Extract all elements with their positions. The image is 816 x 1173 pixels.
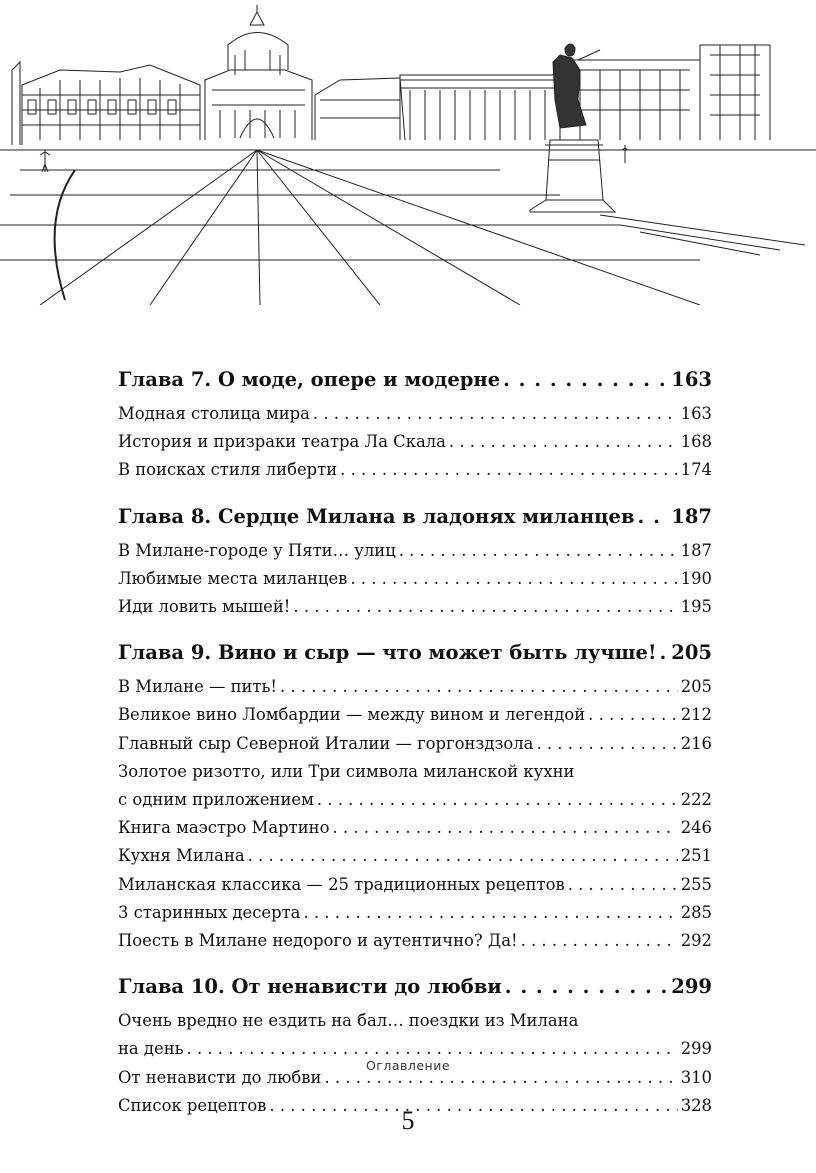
chapter-page: 205 (671, 641, 712, 665)
toc-entry[interactable] (118, 565, 712, 593)
entry-page: 163 (680, 404, 712, 423)
running-footer-label: Оглавление (365, 1058, 451, 1073)
entry-page: 205 (680, 677, 712, 697)
dot-leader (449, 428, 678, 456)
entry-page: 255 (680, 874, 712, 894)
entry-title: 3 старинных десерта (118, 902, 301, 922)
entry-page: 212 (680, 705, 712, 725)
entry-title: на день (118, 1039, 184, 1059)
entry-page: 328 (680, 1095, 712, 1115)
chapter-7-heading[interactable] (118, 366, 712, 394)
entry-title: Иди ловить мышей! (118, 597, 291, 617)
entry-title: с одним приложением (118, 790, 314, 810)
dot-leader (638, 503, 669, 531)
entry-title: В Милане — пить! (118, 677, 278, 697)
chapter-8-heading[interactable] (118, 503, 712, 531)
chapter-9-heading[interactable] (118, 639, 712, 667)
entry-title: Миланская классика — 25 традиционных рецептов (118, 874, 565, 894)
entry-title: В Милане-городе у Пяти… улиц (118, 540, 396, 560)
entry-title: Великое вино Ломбардии — между вином и легендой (118, 705, 586, 725)
entry-page: 299 (680, 1039, 712, 1059)
chapter-title: Глава 9. Вино и сыр — что может быть лучше! (118, 641, 657, 665)
chapter-page: 163 (671, 368, 712, 391)
entry-page: 190 (680, 568, 712, 588)
dot-leader (340, 456, 678, 484)
dot-leader (588, 701, 678, 729)
entry-title: Книга маэстро Мартино (118, 818, 330, 838)
dot-leader (303, 899, 677, 927)
dot-leader (248, 842, 678, 870)
chapter-10-heading[interactable] (118, 973, 712, 1001)
toc-entry[interactable] (118, 593, 712, 621)
toc-entry[interactable] (118, 537, 712, 565)
toc-entry[interactable] (118, 428, 712, 456)
entry-title: В поисках стиля либерти (118, 460, 338, 480)
entry-page: 246 (680, 818, 712, 838)
table-of-contents (118, 366, 712, 1120)
toc-entry[interactable] (118, 400, 712, 428)
entry-title: Модная столица мира (118, 404, 310, 423)
toc-entry[interactable] (118, 927, 712, 955)
entry-page: 251 (680, 846, 712, 866)
entry-page: 216 (680, 733, 712, 753)
entry-title: История и призраки театра Ла Скала (118, 432, 446, 452)
chapter-page: 187 (671, 504, 712, 528)
chapter-page: 299 (671, 975, 712, 999)
dot-leader (350, 565, 677, 593)
entry-title-line1: Очень вредно не ездить на бал… поездки из Милана (118, 1011, 579, 1031)
dot-leader (568, 871, 678, 899)
dot-leader (332, 814, 677, 842)
dot-leader (399, 537, 678, 565)
entry-title-line1: Золотое ризотто, или Три символа миланской кухни (118, 761, 575, 781)
dot-leader (521, 927, 678, 955)
entry-page: 222 (680, 790, 712, 810)
dot-leader (505, 973, 669, 1001)
page-number: 5 (401, 1106, 415, 1135)
toc-entry[interactable] (118, 842, 712, 870)
entry-page: 285 (680, 902, 712, 922)
chapter-title: Глава 7. О моде, опере и модерне (118, 368, 501, 391)
entry-page: 195 (680, 597, 712, 617)
toc-entry[interactable] (118, 673, 712, 701)
entry-title: Список рецептов (118, 1095, 267, 1115)
chapter-title: Глава 8. Сердце Милана в ладонях миланцев (118, 504, 635, 528)
entry-title: Любимые места миланцев (118, 568, 348, 588)
toc-entry-multiline[interactable] (118, 1007, 712, 1063)
dot-leader (660, 639, 669, 667)
entry-page: 187 (680, 540, 712, 560)
entry-title: Главный сыр Северной Италии — горгонздзола (118, 733, 534, 753)
dot-leader (536, 730, 677, 758)
entry-page: 292 (680, 931, 712, 951)
entry-title: Кухня Милана (118, 846, 245, 866)
toc-entry-multiline[interactable] (118, 758, 712, 814)
entry-page: 174 (680, 460, 712, 480)
toc-entry[interactable] (118, 456, 712, 484)
dot-leader (313, 400, 678, 428)
dot-leader (280, 673, 678, 701)
dot-leader (503, 366, 668, 394)
entry-title: Поесть в Милане недорого и аутентично? Да! (118, 931, 518, 951)
toc-entry[interactable] (118, 899, 712, 927)
toc-entry[interactable] (118, 871, 712, 899)
chapter-title: Глава 10. От ненависти до любви (118, 975, 502, 999)
entry-page: 310 (680, 1067, 712, 1087)
dot-leader (293, 593, 677, 621)
toc-entry[interactable] (118, 730, 712, 758)
milan-square-illustration (0, 0, 816, 305)
entry-title: От ненависти до любви (118, 1067, 322, 1087)
toc-entry[interactable] (118, 701, 712, 729)
entry-page: 168 (680, 432, 712, 452)
toc-entry-line2 (118, 786, 712, 814)
dot-leader (317, 786, 678, 814)
toc-entry[interactable] (118, 814, 712, 842)
